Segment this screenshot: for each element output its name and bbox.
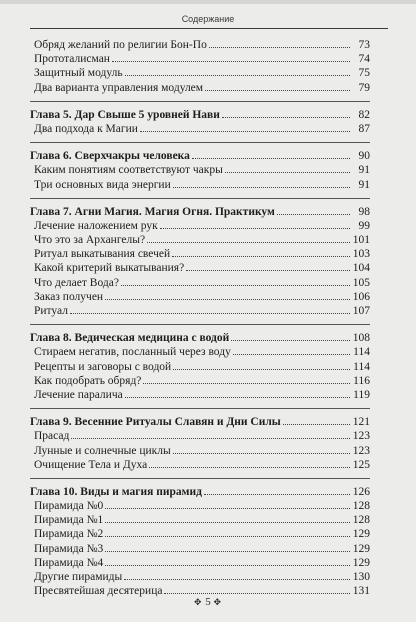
entry-page-number: 114: [353, 346, 370, 359]
leader-dots: [121, 276, 350, 286]
leader-dots: [283, 415, 350, 425]
toc-section: [30, 38, 370, 95]
chapter-title: Глава 5. Дар Свыше 5 уровней Нави: [30, 108, 220, 121]
toc-entry[interactable]: [30, 38, 370, 52]
entry-title: Пирамида №4: [34, 556, 104, 569]
entry-title: Пресвятейшая десятерица: [34, 585, 163, 598]
entry-page-number: 104: [352, 262, 370, 275]
chapter-title: Глава 6. Сверхчакры человека: [30, 150, 190, 163]
leader-dots: [105, 499, 350, 509]
chapter-title: Глава 8. Ведическая медицина с водой: [30, 332, 230, 345]
toc-entry[interactable]: [30, 219, 370, 233]
entry-page-number: 119: [353, 388, 370, 401]
toc-section: [30, 478, 370, 599]
toc-chapter-heading[interactable]: [30, 205, 370, 219]
entry-title: Пирамида №0: [34, 500, 104, 513]
entry-page-number: 91: [358, 164, 370, 177]
entry-page-number: 91: [358, 178, 370, 191]
entry-title: Два подхода к Магии: [34, 122, 138, 135]
entry-title: Пирамида №2: [34, 528, 104, 541]
folio-page-number: 5: [205, 596, 211, 608]
entry-title: Защитный модуль: [34, 67, 123, 80]
toc-section: [30, 324, 370, 402]
running-title: Содержание: [181, 14, 235, 24]
table-of-contents: [30, 38, 370, 598]
toc-entry[interactable]: [30, 261, 370, 275]
toc-section: [30, 101, 370, 136]
leader-dots: [173, 178, 350, 188]
entry-page-number: 125: [352, 458, 370, 471]
entry-page-number: 87: [358, 122, 370, 135]
leader-dots: [186, 261, 350, 271]
entry-page-number: 79: [358, 81, 370, 94]
entry-page-number: 75: [358, 67, 370, 80]
folio-ornament-left-icon: ✥: [193, 597, 203, 607]
leader-dots: [125, 388, 350, 398]
toc-entry[interactable]: [30, 290, 370, 304]
leader-dots: [160, 219, 350, 229]
toc-chapter-heading[interactable]: [30, 485, 370, 499]
entry-title: Очищение Тела и Духа: [34, 458, 148, 471]
leader-dots: [277, 205, 350, 215]
toc-chapter-heading[interactable]: [30, 331, 370, 345]
entry-title: Рецепты и заговоры с водой: [34, 360, 172, 373]
toc-entry[interactable]: [30, 444, 370, 458]
toc-entry[interactable]: [30, 304, 370, 318]
toc-section: [30, 408, 370, 472]
entry-page-number: 114: [353, 360, 370, 373]
toc-entry[interactable]: [30, 458, 370, 472]
toc-entry[interactable]: [30, 388, 370, 402]
toc-entry[interactable]: [30, 556, 370, 570]
leader-dots: [147, 233, 350, 243]
toc-entry[interactable]: [30, 542, 370, 556]
toc-entry[interactable]: [30, 81, 370, 95]
entry-page-number: 99: [358, 219, 370, 232]
leader-dots: [112, 52, 350, 62]
leader-dots: [173, 444, 350, 454]
entry-title: Лечение наложением рук: [34, 219, 158, 232]
leader-dots: [105, 527, 350, 537]
toc-chapter-heading[interactable]: [30, 415, 370, 429]
entry-title: Стираем негатив, посланный через воду: [34, 346, 231, 359]
chapter-page-number: 108: [352, 332, 370, 345]
toc-entry[interactable]: [30, 499, 370, 513]
leader-dots: [209, 38, 350, 48]
entry-title: Два варианта управления модулем: [34, 81, 204, 94]
leader-dots: [105, 556, 350, 566]
toc-section: [30, 142, 370, 192]
entry-page-number: 107: [352, 305, 370, 317]
entry-page-number: 129: [352, 542, 370, 555]
toc-entry[interactable]: [30, 122, 370, 136]
entry-title: Три основных вида энергии: [34, 178, 171, 191]
leader-dots: [71, 429, 350, 439]
page-folio: [0, 596, 416, 608]
toc-entry[interactable]: [30, 178, 370, 192]
chapter-page-number: 82: [358, 108, 370, 121]
leader-dots: [149, 458, 350, 468]
entry-title: Пирамида №1: [34, 514, 104, 527]
entry-page-number: 131: [352, 585, 370, 598]
entry-title: Заказ получен: [34, 290, 104, 303]
leader-dots: [164, 584, 350, 594]
leader-dots: [124, 570, 350, 580]
toc-entry[interactable]: [30, 570, 370, 584]
leader-dots: [173, 360, 350, 370]
toc-entry[interactable]: [30, 52, 370, 66]
entry-page-number: 116: [353, 374, 370, 387]
leader-dots: [105, 513, 350, 523]
entry-page-number: 105: [352, 276, 370, 289]
entry-title: Какой критерий выкатывания?: [34, 262, 185, 275]
toc-entry[interactable]: [30, 345, 370, 359]
entry-page-number: 123: [352, 444, 370, 457]
entry-page-number: 123: [352, 430, 370, 443]
leader-dots: [231, 331, 350, 341]
entry-title: Прототалисман: [34, 53, 110, 66]
entry-title: Что делает Вода?: [34, 276, 119, 289]
leader-dots: [140, 122, 350, 132]
leader-dots: [204, 485, 350, 495]
header-rule: [30, 28, 388, 29]
toc-entry[interactable]: [30, 233, 370, 247]
chapter-title: Глава 7. Агни Магия. Магия Огня. Практикум: [30, 205, 275, 218]
chapter-title: Глава 9. Весенние Ритуалы Славян и Дни Силы: [30, 416, 281, 429]
entry-page-number: 130: [352, 571, 370, 583]
toc-entry[interactable]: [30, 527, 370, 541]
entry-page-number: 101: [352, 234, 370, 247]
toc-entry[interactable]: [30, 513, 370, 527]
leader-dots: [222, 108, 350, 118]
entry-title: Прасад: [34, 430, 70, 443]
leader-dots: [205, 81, 350, 91]
entry-page-number: 129: [352, 556, 370, 569]
toc-entry[interactable]: [30, 163, 370, 177]
toc-section: [30, 198, 370, 319]
toc-chapter-heading[interactable]: [30, 149, 370, 163]
toc-entry[interactable]: [30, 66, 370, 80]
leader-dots: [70, 304, 350, 314]
entry-page-number: 106: [352, 290, 370, 303]
entry-title: Как подобрать обряд?: [34, 374, 142, 387]
leader-dots: [192, 149, 350, 159]
entry-page-number: 73: [358, 39, 370, 51]
entry-page-number: 128: [352, 500, 370, 513]
toc-entry[interactable]: [30, 276, 370, 290]
entry-page-number: 103: [352, 248, 370, 261]
chapter-title: Глава 10. Виды и магия пирамид: [30, 485, 202, 498]
entry-title: Что это за Архангелы?: [34, 234, 146, 247]
chapter-page-number: 98: [358, 205, 370, 218]
leader-dots: [105, 290, 350, 300]
leader-dots: [233, 345, 350, 355]
leader-dots: [105, 542, 350, 552]
chapter-page-number: 90: [358, 150, 370, 163]
entry-title: Лунные и солнечные циклы: [34, 444, 171, 457]
entry-title: Ритуал выкатывания свечей: [34, 248, 171, 261]
toc-entry[interactable]: [30, 360, 370, 374]
leader-dots: [125, 66, 350, 76]
toc-entry[interactable]: [30, 247, 370, 261]
leader-dots: [225, 163, 350, 173]
entry-page-number: 128: [352, 514, 370, 527]
chapter-page-number: 121: [352, 416, 370, 429]
leader-dots: [143, 374, 350, 384]
entry-title: Пирамида №3: [34, 542, 104, 555]
toc-chapter-heading[interactable]: [30, 108, 370, 122]
entry-title: Лечение паралича: [34, 388, 123, 401]
entry-title: Ритуал: [34, 305, 68, 317]
toc-entry[interactable]: [30, 374, 370, 388]
entry-title: Обряд желаний по религии Бон-По: [34, 39, 207, 51]
entry-title: Каким понятиям соответствуют чакры: [34, 164, 223, 177]
entry-page-number: 129: [352, 528, 370, 541]
folio-ornament-right-icon: ✥: [213, 597, 223, 607]
leader-dots: [172, 247, 350, 257]
toc-entry[interactable]: [30, 429, 370, 443]
chapter-page-number: 126: [352, 485, 370, 498]
entry-page-number: 74: [358, 53, 370, 66]
entry-title: Другие пирамиды: [34, 571, 123, 583]
